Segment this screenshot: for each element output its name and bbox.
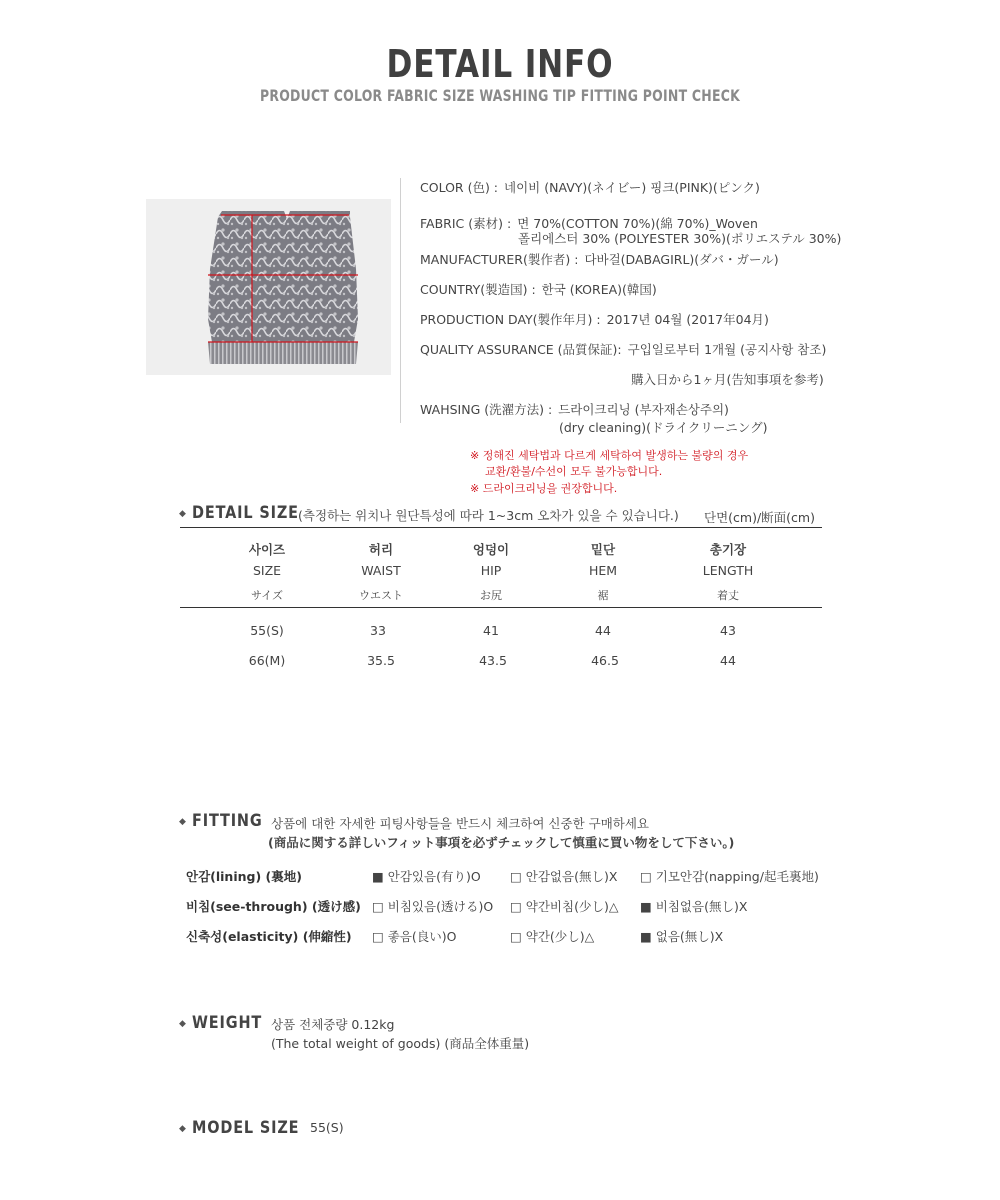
quality-value-1: 구입일로부터 1개월 (공지사항 참조) bbox=[627, 342, 827, 357]
detail-size-header bbox=[179, 503, 318, 523]
notice-line-1: ※ 정해진 세탁법과 다르게 세탁하여 발생하는 불량의 경우 bbox=[470, 449, 749, 462]
row2-waist: 35.5 bbox=[367, 653, 395, 668]
col-header-size-en: SIZE bbox=[252, 563, 282, 578]
washing-row bbox=[420, 400, 729, 418]
manufacturer-row bbox=[420, 250, 779, 268]
divider-line bbox=[400, 178, 401, 423]
fit-option-lining-no: □ 안감없음(無し)X bbox=[510, 869, 618, 884]
fit-option-seethrough-little: □ 약간비침(少し)△ bbox=[510, 899, 619, 914]
country-label: COUNTRY(製造国) : bbox=[420, 282, 536, 297]
fit-option-elasticity-little: □ 약간(少し)△ bbox=[510, 929, 595, 944]
fabric-value-1: 면 70%(COTTON 70%)(綿 70%)_Woven bbox=[517, 216, 758, 231]
fabric-value-2: 폴리에스터 30% (POLYESTER 30%)(ポリエステル 30%) bbox=[518, 231, 842, 246]
col-header-length-en: LENGTH bbox=[702, 563, 754, 578]
col-header-hip-ja: お尻 bbox=[480, 589, 502, 602]
col-header-hip-ko: 엉덩이 bbox=[472, 542, 510, 557]
color-row bbox=[420, 178, 760, 196]
col-header-waist-ko: 허리 bbox=[368, 542, 394, 557]
detail-size-unit: 단면(cm)/断面(cm) bbox=[704, 510, 815, 525]
diamond-icon: ◆ bbox=[179, 817, 186, 827]
row1-size: 55(S) bbox=[250, 623, 284, 638]
weight-line-2: (The total weight of goods) (商品全体重量) bbox=[271, 1036, 530, 1051]
fit-option-seethrough-yes: □ 비침있음(透ける)O bbox=[372, 899, 494, 914]
manufacturer-value: 다바걸(DABAGIRL)(ダバ・ガール) bbox=[584, 252, 779, 267]
quality-label: QUALITY ASSURANCE (品質保証): bbox=[420, 342, 622, 357]
washing-value-1: 드라이크리닝 (부자재손상주의) bbox=[558, 402, 729, 417]
diamond-icon: ◆ bbox=[179, 509, 186, 519]
col-header-length-ko: 총기장 bbox=[709, 542, 747, 557]
country-row bbox=[420, 280, 657, 298]
country-value: 한국 (KOREA)(韓国) bbox=[541, 282, 657, 297]
diamond-icon: ◆ bbox=[179, 1124, 186, 1134]
fit-option-lining-yes: ■ 안감있음(有り)O bbox=[372, 869, 481, 884]
notice-line-3: ※ 드라이크리닝을 권장합니다. bbox=[470, 482, 618, 495]
weight-line-1: 상품 전체중량 0.12kg bbox=[271, 1017, 395, 1032]
fabric-label: FABRIC (素材) : bbox=[420, 216, 512, 231]
col-header-waist-en: WAIST bbox=[361, 563, 401, 578]
page-subtitle: PRODUCT COLOR FABRIC SIZE WASHING TIP FITTING POINT CHECK bbox=[259, 86, 741, 105]
fitting-note-1: 상품에 대한 자세한 피팅사항들을 반드시 체크하여 신중한 구매하세요 bbox=[271, 816, 649, 831]
col-header-size-ja: サイズ bbox=[250, 589, 284, 602]
detail-size-title: DETAIL SIZE bbox=[191, 503, 299, 523]
col-header-hem-en: HEM bbox=[588, 563, 618, 578]
model-size-value: 55(S) bbox=[310, 1120, 344, 1135]
skirt-image bbox=[146, 199, 391, 375]
fit-option-seethrough-no: ■ 비침없음(無し)X bbox=[640, 899, 748, 914]
table-header-rule bbox=[180, 607, 822, 608]
fitting-title: FITTING bbox=[191, 811, 263, 831]
production-label: PRODUCTION DAY(製作年月) : bbox=[420, 312, 601, 327]
fit-label-elasticity: 신축성(elasticity) (伸縮性) bbox=[186, 929, 352, 944]
fitting-header bbox=[179, 811, 275, 831]
row1-length: 43 bbox=[720, 623, 736, 638]
weight-header bbox=[179, 1013, 274, 1033]
quality-value-2: 購入日から1ヶ月(告知事項を参考) bbox=[631, 372, 824, 387]
model-size-header bbox=[179, 1118, 318, 1138]
col-header-hem-ko: 밑단 bbox=[590, 542, 616, 557]
notice-line-2: 교환/환불/수선이 모두 불가능합니다. bbox=[485, 465, 663, 478]
row2-hem: 46.5 bbox=[591, 653, 619, 668]
washing-label: WAHSING (洗濯方法) : bbox=[420, 402, 553, 417]
quality-row bbox=[420, 340, 826, 358]
weight-title: WEIGHT bbox=[191, 1013, 263, 1033]
detail-size-note: (측정하는 위치나 원단특성에 따라 1~3cm 오차가 있을 수 있습니다.) bbox=[298, 508, 679, 523]
col-header-hem-ja: 裾 bbox=[597, 589, 609, 602]
row1-hem: 44 bbox=[595, 623, 611, 638]
fit-option-lining-napping: □ 기모안감(napping/起毛裏地) bbox=[640, 869, 819, 884]
washing-value-2: (dry cleaning)(ドライクリーニング) bbox=[559, 420, 768, 435]
production-value: 2017년 04월 (2017年04月) bbox=[606, 312, 769, 327]
row2-size: 66(M) bbox=[248, 653, 286, 668]
fitting-note-2: (商品に関する詳しいフィット事項を必ずチェックして慎重に買い物をして下さい。) bbox=[268, 835, 735, 850]
page-title: DETAIL INFO bbox=[386, 42, 614, 86]
model-size-title: MODEL SIZE bbox=[191, 1118, 300, 1138]
fit-label-lining: 안감(lining) (裏地) bbox=[186, 869, 302, 884]
col-header-length-ja: 着丈 bbox=[717, 589, 739, 602]
col-header-hip-en: HIP bbox=[480, 563, 502, 578]
fit-label-seethrough: 비침(see-through) (透け感) bbox=[186, 899, 361, 914]
fit-option-elasticity-good: □ 좋음(良い)O bbox=[372, 929, 457, 944]
col-header-waist-ja: ウエスト bbox=[359, 589, 403, 602]
diamond-icon: ◆ bbox=[179, 1019, 186, 1029]
fit-option-elasticity-none: ■ 없음(無し)X bbox=[640, 929, 724, 944]
row2-length: 44 bbox=[720, 653, 736, 668]
product-image bbox=[146, 199, 391, 375]
col-header-size-ko: 사이즈 bbox=[248, 542, 286, 557]
manufacturer-label: MANUFACTURER(製作者) : bbox=[420, 252, 579, 267]
color-value: 네이비 (NAVY)(ネイビー) 핑크(PINK)(ピンク) bbox=[504, 180, 760, 195]
row2-hip: 43.5 bbox=[479, 653, 507, 668]
table-top-rule bbox=[180, 527, 822, 528]
row1-waist: 33 bbox=[370, 623, 386, 638]
color-label: COLOR (色) : bbox=[420, 180, 499, 195]
row1-hip: 41 bbox=[483, 623, 499, 638]
production-row bbox=[420, 310, 769, 328]
